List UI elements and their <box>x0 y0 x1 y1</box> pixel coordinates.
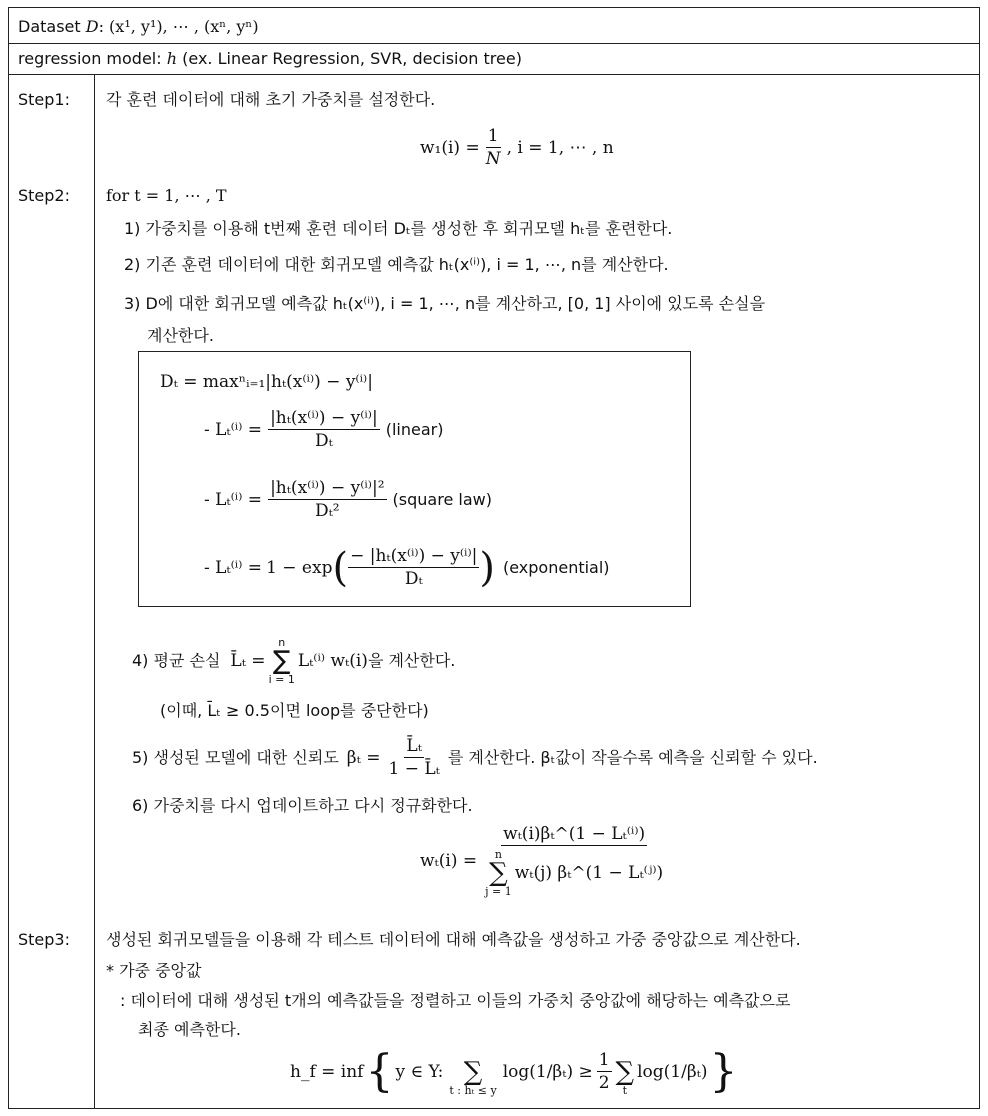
step2-item-4-note: (이때, L̄ₜ ≥ 0.5이면 loop를 중단한다) <box>160 701 429 720</box>
dt-definition: Dₜ = maxⁿᵢ₌₁|hₜ(x⁽ⁱ⁾) − y⁽ⁱ⁾| <box>160 372 373 392</box>
loss-square <box>204 480 492 520</box>
loss-exp-pre: 1 − exp <box>266 557 333 578</box>
step2-item-4 <box>132 637 455 685</box>
sum-bottom: t <box>622 1084 628 1097</box>
sum-sign: ∑ <box>489 858 508 888</box>
brace-right: } <box>709 1046 738 1097</box>
step3-line-1: 생성된 회귀모델들을 이용해 각 테스트 데이터에 대해 예측값을 생성하고 가중 중앙값으로 계산한다. <box>106 930 801 949</box>
step2-for-loop: for t = 1, ⋯ , T <box>106 186 227 205</box>
item4-formula: L̄ₜ = <box>230 650 266 671</box>
sum-bottom: j = 1 <box>485 885 512 898</box>
update-den-term: wₜ(j) βₜ^(1 − Lₜ⁽ʲ⁾) <box>514 862 664 883</box>
sum-bottom: t : hₜ ≤ y <box>449 1084 497 1097</box>
item5-num: L̄ₜ <box>406 736 422 756</box>
loss-exp-num: − |hₜ(x⁽ⁱ⁾) − y⁽ⁱ⁾| <box>350 546 478 566</box>
item4-post: 을 계산한다. <box>367 651 456 670</box>
step3-line-3: : 데이터에 대해 생성된 t개의 예측값들을 정렬하고 이들의 가중치 중앙값에 해당하는 예측값으로 <box>120 991 791 1010</box>
model-examples: (ex. Linear Regression, SVR, decision tree) <box>182 49 522 68</box>
sum-bottom: i = 1 <box>268 673 295 686</box>
item5-den: 1 − L̄ₜ <box>388 759 440 779</box>
step3-line-3-cont: 최종 예측한다. <box>138 1020 241 1039</box>
wm-log2: log(1/βₜ) <box>637 1061 708 1082</box>
formula-num: 1 <box>487 126 499 146</box>
loss-square-tag: (square law) <box>392 490 492 509</box>
update-num: wₜ(i)βₜ^(1 − Lₜ⁽ⁱ⁾) <box>503 824 646 844</box>
model-row <box>18 51 522 67</box>
dataset-value: : (x¹, y¹), ⋯ , (xⁿ, yⁿ) <box>98 17 259 36</box>
item5-pre: 5) 생성된 모델에 대한 신뢰도 <box>132 748 339 767</box>
model-label: regression model: <box>18 49 162 68</box>
step1-text: 각 훈련 데이터에 대해 초기 가중치를 설정한다. <box>106 90 436 109</box>
sum-sign: ∑ <box>272 646 291 676</box>
half-den: 2 <box>598 1073 610 1093</box>
dataset-row <box>18 19 259 35</box>
formula-rhs: , i = 1, ⋯ , n <box>506 137 614 158</box>
step2-item-6: 6) 가중치를 다시 업데이트하고 다시 정규화한다. <box>132 796 473 815</box>
step2-item-3-cont: 계산한다. <box>147 326 214 345</box>
step1-formula <box>420 128 614 168</box>
loss-exponential <box>204 545 610 591</box>
loss-prefix: - Lₜ⁽ⁱ⁾ = <box>204 489 263 510</box>
sum-sign: ∑ <box>463 1057 483 1087</box>
loss-square-den: Dₜ² <box>314 501 340 521</box>
loss-linear <box>204 410 443 450</box>
dataset-symbol: D <box>85 17 99 36</box>
weighted-median-formula <box>290 1048 738 1096</box>
brace-left: { <box>365 1046 394 1097</box>
item5-beta: βₜ = <box>346 747 381 768</box>
loss-prefix: - Lₜ⁽ⁱ⁾ = <box>204 557 263 578</box>
step2-item-3: 3) D에 대한 회귀모델 예측값 hₜ(x⁽ⁱ⁾), i = 1, ⋯, n를 계산하고, [0, 1] 사이에 있도록 손실을 <box>124 294 766 313</box>
loss-exp-tag: (exponential) <box>502 558 610 577</box>
item4-term: Lₜ⁽ⁱ⁾ wₜ(i) <box>297 650 368 671</box>
loss-linear-tag: (linear) <box>385 420 444 439</box>
model-symbol: h <box>166 49 178 68</box>
formula-lhs: w₁(i) = <box>420 137 480 158</box>
column-divider <box>94 74 95 1108</box>
step2-item-2: 2) 기존 훈련 데이터에 대한 회귀모델 예측값 hₜ(x⁽ⁱ⁾), i = 1, ⋯, n를 계산한다. <box>124 255 669 274</box>
paren-left: ( <box>332 545 349 591</box>
step2-item-1: 1) 가중치를 이용해 t번째 훈련 데이터 Dₜ를 생성한 후 회귀모델 hₜ를 훈련한다. <box>124 219 673 238</box>
step1-label: Step1: <box>18 90 70 109</box>
step3-label: Step3: <box>18 930 70 949</box>
wm-lhs: h_f = inf <box>290 1061 364 1082</box>
loss-linear-num: |hₜ(x⁽ⁱ⁾) − y⁽ⁱ⁾| <box>270 408 378 428</box>
sum-top: n <box>278 636 286 649</box>
dataset-label: Dataset <box>18 17 81 36</box>
weight-update-formula <box>420 826 665 897</box>
row-divider <box>9 43 979 44</box>
row-divider <box>9 74 979 75</box>
step3-line-2: * 가중 중앙값 <box>106 961 202 980</box>
wm-set: y ∈ Y: <box>395 1061 444 1082</box>
wm-log1: log(1/βₜ) ≥ <box>502 1061 593 1082</box>
loss-square-num: |hₜ(x⁽ⁱ⁾) − y⁽ⁱ⁾|² <box>270 478 385 498</box>
item5-post: 를 계산한다. βₜ값이 작을수록 예측을 신뢰할 수 있다. <box>447 748 818 767</box>
half-num: 1 <box>598 1050 610 1070</box>
step2-item-5 <box>132 738 818 778</box>
loss-linear-den: Dₜ <box>314 431 333 451</box>
sum-top: n <box>494 848 502 861</box>
formula-den: N <box>485 149 501 169</box>
loss-exp-den: Dₜ <box>404 569 423 589</box>
sum-sign: ∑ <box>615 1057 635 1087</box>
update-lhs: wₜ(i) = <box>420 851 478 871</box>
step2-label: Step2: <box>18 186 70 205</box>
item4-pre: 4) 평균 손실 <box>132 651 221 670</box>
loss-prefix: - Lₜ⁽ⁱ⁾ = <box>204 419 263 440</box>
paren-right: ) <box>479 545 495 591</box>
